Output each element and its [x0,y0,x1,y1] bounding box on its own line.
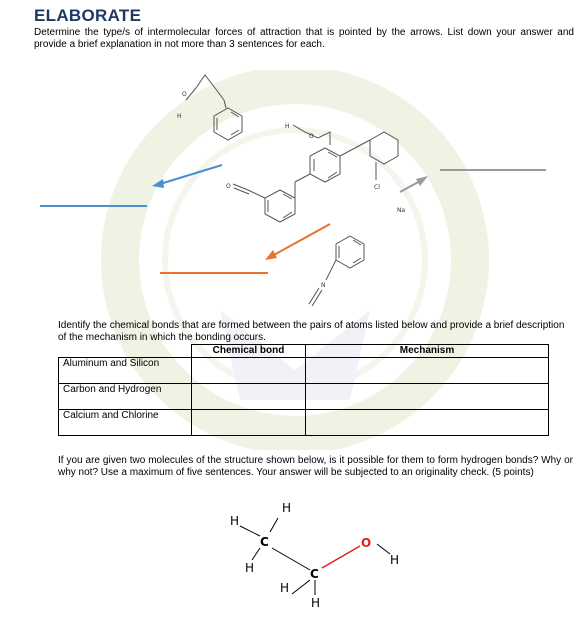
arrow-blue [40,165,222,206]
page-title: ELABORATE [34,6,142,25]
table-row [59,410,549,436]
atom-oxygen: O [361,536,372,550]
atoms-cell: Calcium and Chlorine [59,410,192,436]
atom-nitrogen: N [321,282,326,289]
column-header-chemical-bond: Chemical bond [192,345,306,358]
arrow-gray [400,170,546,192]
atom-h5: H [311,596,321,610]
bonds-table [58,344,549,436]
atoms-cell: Aluminum and Silicon [59,358,192,384]
table-row [59,384,549,410]
atom-chlorine: Cl [374,184,380,191]
table-row [59,358,549,384]
bonds-prompt-text: Identify the chemical bonds that are formed between the pairs of atoms listed below and provide a brief description of the mechanism in which the bonding occurs. [58,320,565,343]
atom-h1: H [282,501,292,515]
hydrogen-bond-question: If you are given two molecules of the structure shown below, is it possible for them to form hydrogen bonds? Why or why not? Use a maximum of five sentences. Your answer will be subjected to an originality check. (5 points) [58,455,573,478]
mechanism-cell[interactable] [306,358,549,384]
atom-oxygen-1: O [182,91,187,98]
atom-h4: H [280,581,290,595]
column-header-mechanism: Mechanism [306,345,549,358]
mechanism-cell[interactable] [306,384,549,410]
instructions-text: Determine the type/s of intermolecular forces of attraction that is pointed by the arrows. List down your answer and provide a brief explanation in not more than 3 sentences for each. [34,27,574,50]
chemical-bond-cell[interactable] [192,358,306,384]
table-header-row [59,345,549,358]
atoms-cell: Carbon and Hydrogen [59,384,192,410]
arrow-orange [160,224,330,273]
mechanism-cell[interactable] [306,410,549,436]
atom-h3: H [245,561,255,575]
atom-oxygen-2: O [309,133,314,140]
column-header-atoms [59,345,192,358]
atom-h2: H [230,514,240,528]
molecule-bonds [186,75,398,306]
atom-hydrogen-2: H [285,123,290,130]
atom-hydrogen-1: H [177,113,182,120]
atom-h6: H [390,553,400,567]
chemical-bond-cell[interactable] [192,384,306,410]
atom-c1: C [260,535,269,549]
atom-sodium: Na [397,207,406,214]
ethanol-structure [220,490,420,615]
atom-c2: C [310,567,319,581]
atom-oxygen-3: O [226,183,231,190]
chemical-bond-cell[interactable] [192,410,306,436]
